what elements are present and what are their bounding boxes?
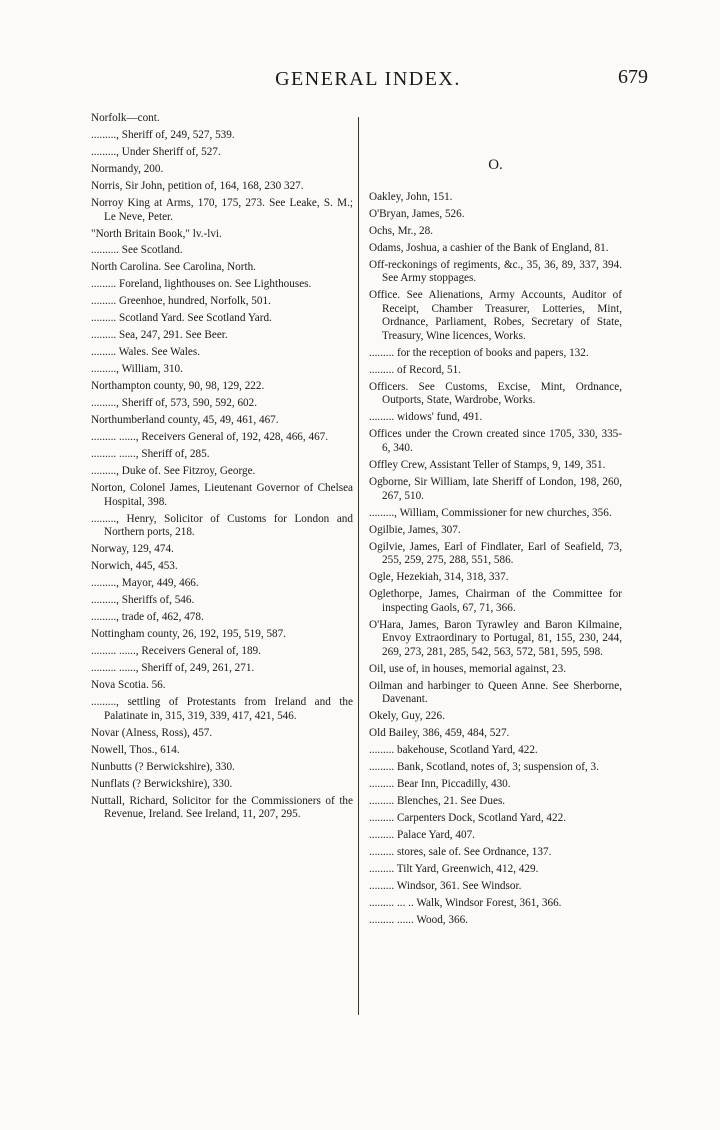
index-entry: Norroy King at Arms, 170, 175, 273. See Leake, S. M.; Le Neve, Peter. [91, 196, 353, 223]
index-entry: Ogilbie, James, 307. [369, 523, 461, 536]
index-entry: Offley Crew, Assistant Teller of Stamps, 9, 149, 351. [369, 458, 606, 471]
index-entry: Oakley, John, 151. [369, 190, 453, 203]
index-entry: ......... ......, Sheriff of, 285. [91, 448, 210, 461]
index-entry: Oglethorpe, James, Chairman of the Committee for inspecting Gaols, 67, 71, 366. [369, 588, 622, 614]
index-entry: Nunflats (? Berwickshire), 330. [91, 777, 233, 790]
index-entry: ........., William, Commissioner for new churches, 356. [369, 506, 612, 519]
index-entry: ......... ......, Sheriff of, 249, 261, 271. [91, 662, 255, 675]
index-entry: Northampton county, 90, 98, 129, 222. [91, 380, 265, 393]
index-entry: ........., Sheriffs of, 546. [91, 594, 195, 607]
index-entry: Nottingham county, 26, 192, 195, 519, 587. [91, 628, 287, 641]
index-entry: ......... Blenches, 21. See Dues. [369, 795, 506, 808]
index-entry: ......... Foreland, lighthouses on. See Lighthouses. [91, 278, 312, 291]
index-entry: ......... for the reception of books and papers, 132. [369, 346, 589, 359]
section-letter: O. [488, 157, 503, 173]
index-entry: ......... Sea, 247, 291. See Beer. [91, 329, 228, 342]
index-entry: O'Bryan, James, 526. [369, 207, 465, 220]
index-entry: ......... Bear Inn, Piccadilly, 430. [369, 778, 511, 791]
index-entry: Ogle, Hezekiah, 314, 318, 337. [369, 571, 509, 584]
index-entry: ........., William, 310. [91, 363, 183, 376]
index-entry: Odams, Joshua, a cashier of the Bank of England, 81. [369, 241, 609, 254]
index-entry: Old Bailey, 386, 459, 484, 527. [369, 727, 510, 740]
index-entry: Offices under the Crown created since 1705, 330, 335-6, 340. [369, 428, 622, 454]
index-entry: Norway, 129, 474. [91, 543, 174, 556]
index-entry: ......... Tilt Yard, Greenwich, 412, 429. [369, 863, 539, 876]
index-entry: Office. See Alienations, Army Accounts, Auditor of Receipt, Chamber Treasurer, Lotteries, Mint, Ordnance, Parliament, Robes, Secretary of State, Treasury, Wine licences, Works. [369, 289, 622, 342]
index-entry: Off-reckonings of regiments, &c., 35, 36, 89, 337, 394. See Army stoppages. [369, 258, 622, 285]
index-entry: Okely, Guy, 226. [369, 710, 445, 723]
index-entry: ......... ...... Wood, 366. [369, 914, 468, 927]
index-entry: O'Hara, James, Baron Tyrawley and Baron Kilmaine, Envoy Extraordinary to Portugal, 81, 155, 230, 244, 269, 273, 281, 285, 542, 563, 572, 581, 595, 598. [369, 618, 622, 658]
index-entry: Norton, Colonel James, Lieutenant Governor of Chelsea Hospital, 398. [91, 482, 353, 508]
index-entry: ......... ......, Receivers General of, 189. [91, 645, 261, 658]
page-number: 679 [618, 66, 648, 88]
index-entry: ........., trade of, 462, 478. [91, 611, 204, 624]
index-entry: ........., Sheriff of, 249, 527, 539. [91, 128, 235, 141]
index-entry: Normandy, 200. [91, 162, 164, 175]
index-entry: ......... Greenhoe, hundred, Norfolk, 501. [91, 295, 271, 308]
index-entry: ......... ... .. Walk, Windsor Forest, 361, 366. [369, 897, 562, 910]
index-entry: Norfolk—cont. [91, 112, 160, 124]
index-entry: Nuttall, Richard, Solicitor for the Commissioners of the Revenue, Ireland. See Ireland, 11, 207, 295. [91, 794, 353, 821]
index-entry: Oilman and harbinger to Queen Anne. See Sherborne, Davenant. [369, 679, 622, 706]
index-entry: Nova Scotia. 56. [91, 679, 166, 692]
index-entry: Northumberland county, 45, 49, 461, 467. [91, 414, 279, 427]
index-entry: North Carolina. See Carolina, North. [91, 261, 256, 274]
index-entry: Novar (Alness, Ross), 457. [91, 726, 213, 739]
running-title: GENERAL INDEX. [275, 68, 461, 90]
index-entry: Ochs, Mr., 28. [369, 224, 434, 237]
index-entry: ......... widows' fund, 491. [369, 411, 483, 424]
index-entry: Officers. See Customs, Excise, Mint, Ordnance, Outports, State, Wardrobe, Works. [369, 380, 622, 407]
index-column-left [91, 112, 353, 825]
index-entry: ........., Under Sheriff of, 527. [91, 145, 221, 158]
index-entry: Ogborne, Sir William, late Sheriff of London, 198, 260, 267, 510. [369, 475, 622, 502]
index-entry: ......... Windsor, 361. See Windsor. [369, 880, 522, 893]
index-entry: Norwich, 445, 453. [91, 560, 178, 573]
index-entry: Ogilvie, James, Earl of Findlater, Earl of Seafield, 73, 255, 259, 275, 288, 551, 586. [369, 540, 622, 567]
index-entry: ......... Palace Yard, 407. [369, 829, 475, 842]
index-entry: ......... stores, sale of. See Ordnance, 137. [369, 846, 552, 859]
index-entry: ........., Duke of. See Fitzroy, George. [91, 465, 256, 478]
index-entry: Nowell, Thos., 614. [91, 743, 180, 756]
index-entry: ......... Wales. See Wales. [91, 346, 201, 359]
index-entry: ......... Bank, Scotland, notes of, 3; suspension of, 3. [369, 761, 599, 774]
index-entry: ......... bakehouse, Scotland Yard, 422. [369, 744, 538, 757]
index-entry: ........., Henry, Solicitor of Customs for London and Northern ports, 218. [91, 512, 353, 539]
index-entry: ........., settling of Protestants from Ireland and the Palatinate in, 315, 319, 339, 417, 421, 546. [91, 696, 353, 722]
index-entry: ........., Mayor, 449, 466. [91, 577, 199, 590]
index-entry: ......... of Record, 51. [369, 363, 461, 376]
page-header [88, 66, 648, 96]
index-entry: .......... See Scotland. [91, 244, 183, 257]
column-divider [358, 117, 359, 1015]
index-entry: Oil, use of, in houses, memorial against, 23. [369, 662, 566, 675]
index-column-right [369, 112, 622, 931]
index-entry: ......... Scotland Yard. See Scotland Yard. [91, 312, 272, 325]
index-entry: Norris, Sir John, petition of, 164, 168, 230 327. [91, 179, 304, 192]
index-entry: Nunbutts (? Berwickshire), 330. [91, 760, 235, 773]
index-entry: "North Britain Book," lv.-lvi. [91, 227, 222, 240]
index-entry: ........., Sheriff of, 573, 590, 592, 602. [91, 397, 258, 410]
index-entry: ......... ......, Receivers General of, 192, 428, 466, 467. [91, 431, 329, 444]
index-entry: ......... Carpenters Dock, Scotland Yard, 422. [369, 812, 566, 825]
